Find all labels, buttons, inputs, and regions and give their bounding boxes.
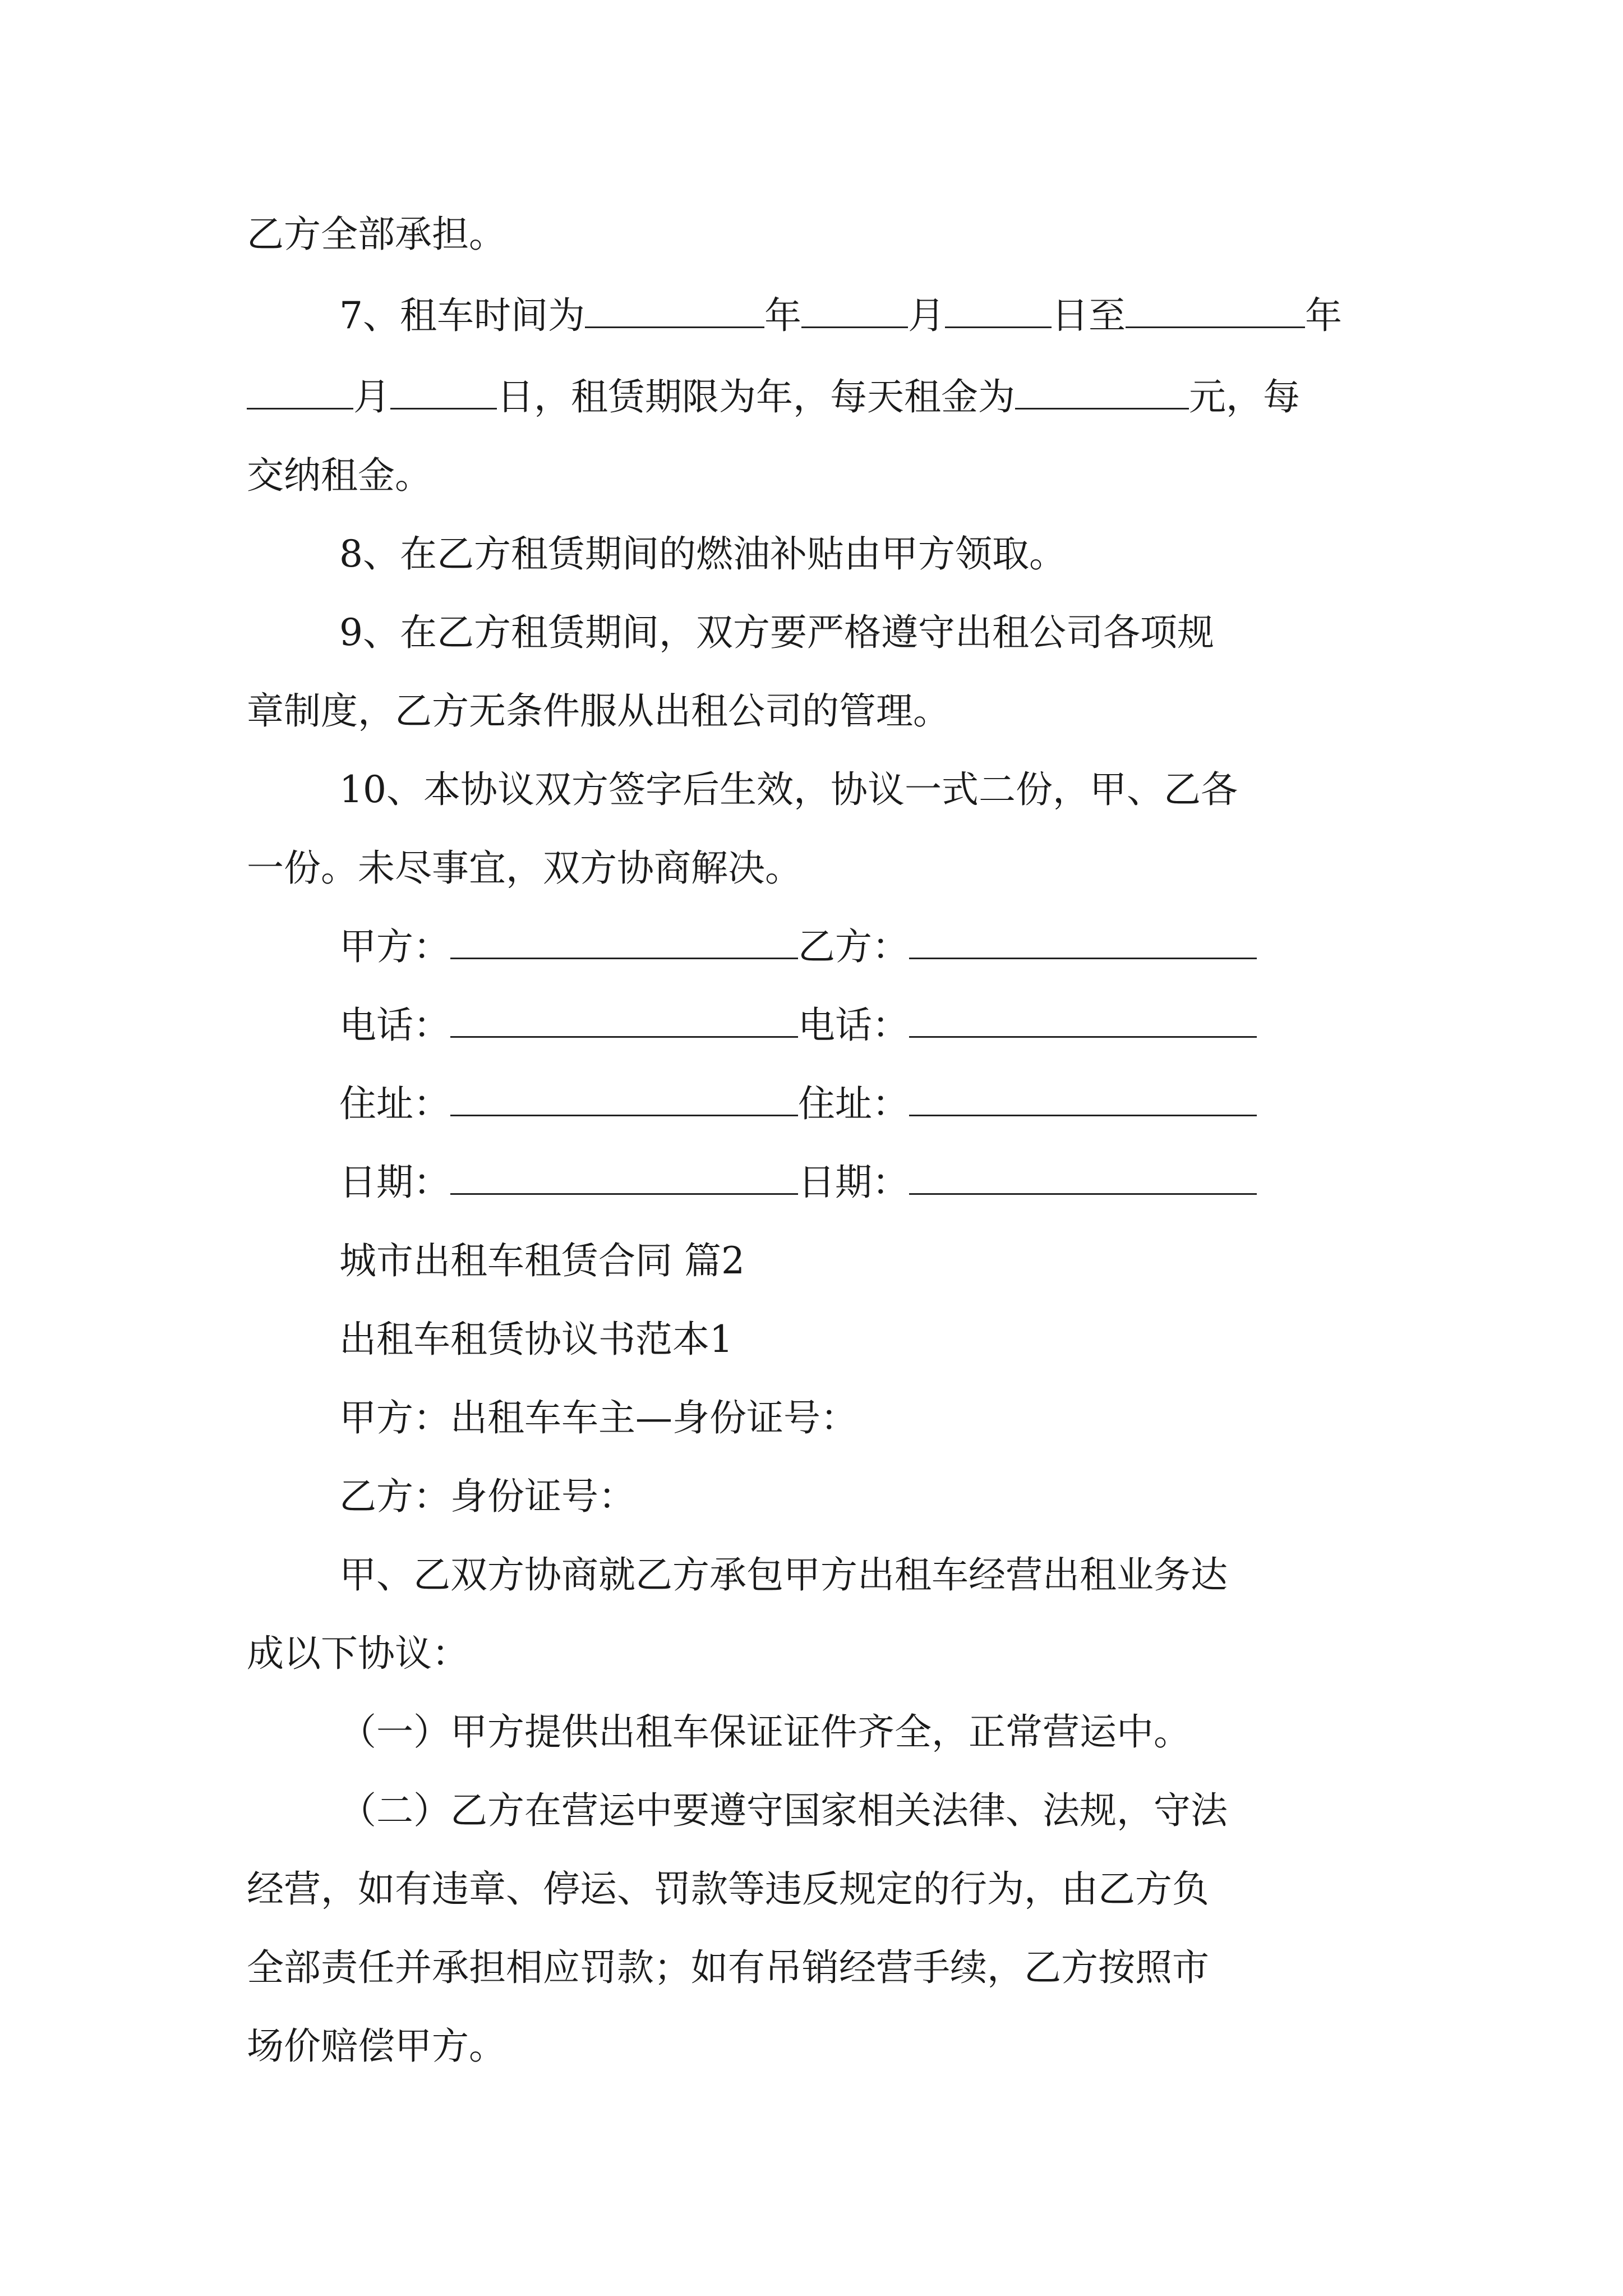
- date-b-blank: [909, 1165, 1257, 1195]
- month-label: 月: [908, 294, 945, 337]
- blank-start-month: [801, 298, 908, 328]
- blank-daily-rent: [1015, 380, 1189, 409]
- year-label: 年: [764, 294, 801, 337]
- clause-8: 8、在乙方租赁期间的燃油补贴由甲方领取。: [339, 532, 1066, 576]
- party-a-blank: [450, 930, 798, 959]
- signature-phone-row: [339, 1004, 1257, 1047]
- day-to-label: 日至: [1052, 294, 1126, 337]
- signature-date-row: [339, 1161, 1257, 1204]
- address-a-blank: [450, 1087, 798, 1116]
- year-label-2: 年: [1305, 294, 1342, 337]
- section-subtitle: 出租车租赁协议书范本1: [339, 1318, 733, 1361]
- blank-end-month: [247, 380, 353, 409]
- clause-two-line-1: （二）乙方在营运中要遵守国家相关法律、法规，守法: [339, 1789, 1228, 1832]
- party-a-label: 甲方：: [339, 925, 450, 968]
- clause-one: （一）甲方提供出租车保证证件齐全，正常营运中。: [339, 1710, 1191, 1754]
- text-line-continuation: 乙方全部承担。: [247, 213, 506, 256]
- party-b-label: 乙方：: [798, 925, 909, 968]
- rent-period-line: [247, 375, 1300, 418]
- phone-b-blank: [909, 1008, 1257, 1038]
- blank-start-day: [945, 298, 1052, 328]
- clause-two-line-2: 经营，如有违章、停运、罚款等违反规定的行为，由乙方负: [247, 1867, 1209, 1911]
- intro-line-1: 甲、乙双方协商就乙方承包甲方出租车经营出租业务达: [339, 1553, 1228, 1596]
- clause-10-line-2: 一份。未尽事宜，双方协商解决。: [247, 846, 802, 890]
- pay-rent-line: 交纳租金。: [247, 454, 432, 497]
- phone-a-label: 电话：: [339, 1004, 450, 1047]
- clause-9-line-2: 章制度，乙方无条件服从出租公司的管理。: [247, 689, 950, 733]
- party-a-info: 甲方：出租车车主—身份证号：: [339, 1396, 857, 1439]
- phone-a-blank: [450, 1008, 798, 1038]
- month-label-2: 月: [353, 375, 390, 418]
- blank-start-year: [585, 298, 764, 328]
- clause-10-line-1: 10、本协议双方签字后生效，协议一式二份，甲、乙各: [339, 768, 1238, 811]
- blank-end-day: [390, 380, 497, 409]
- rent-time-line: [339, 294, 1342, 337]
- section-heading: 城市出租车租赁合同 篇2: [339, 1239, 745, 1282]
- party-b-blank: [909, 930, 1257, 959]
- intro-line-2: 成以下协议：: [247, 1632, 469, 1675]
- rent-period-text: 日，租赁期限为年，每天租金为: [497, 375, 1015, 418]
- date-b-label: 日期：: [798, 1161, 909, 1204]
- blank-end-year: [1126, 298, 1305, 328]
- clause-two-line-3: 全部责任并承担相应罚款；如有吊销经营手续，乙方按照市: [247, 1946, 1209, 1989]
- clause-9-line-1: 9、在乙方租赁期间，双方要严格遵守出租公司各项规: [339, 611, 1214, 654]
- date-a-label: 日期：: [339, 1161, 450, 1204]
- yuan-label: 元，每: [1189, 375, 1300, 418]
- clause-two-line-4: 场价赔偿甲方。: [247, 2024, 506, 2068]
- phone-b-label: 电话：: [798, 1004, 909, 1047]
- address-a-label: 住址：: [339, 1082, 450, 1125]
- signature-address-row: [339, 1082, 1257, 1125]
- address-b-blank: [909, 1087, 1257, 1116]
- address-b-label: 住址：: [798, 1082, 909, 1125]
- rent-time-label: 7、租车时间为: [339, 294, 585, 337]
- date-a-blank: [450, 1165, 798, 1195]
- party-b-info: 乙方：身份证号：: [339, 1475, 635, 1518]
- signature-party-row: [339, 925, 1257, 968]
